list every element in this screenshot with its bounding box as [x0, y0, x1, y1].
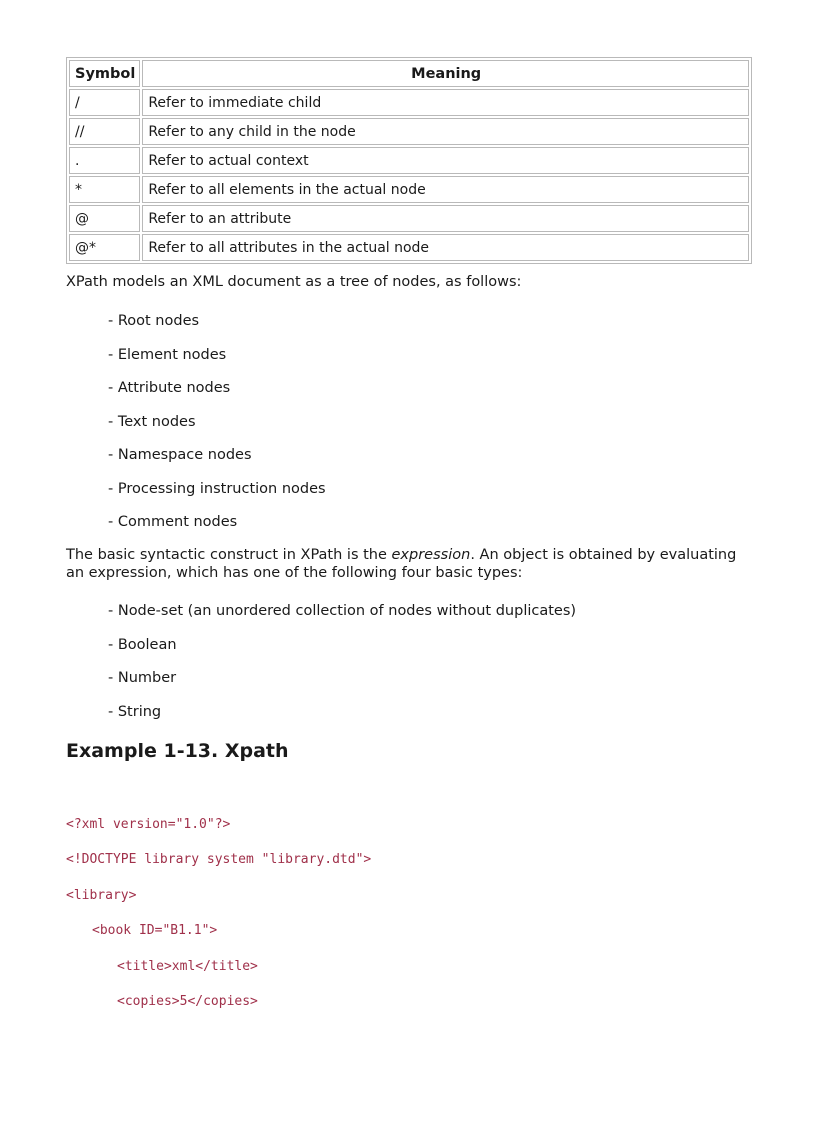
- intro-paragraph: XPath models an XML document as a tree of nodes, as follows:: [66, 274, 522, 290]
- code-line: <book ID="B1.1">: [92, 923, 218, 938]
- table-row: [69, 147, 749, 174]
- example-heading: Example 1-13. Xpath: [66, 739, 289, 762]
- node-types-list: [66, 312, 752, 532]
- code-line: <!DOCTYPE library system "library.dtd">: [66, 852, 372, 867]
- table-row: [69, 89, 749, 116]
- emphasis-expression: expression: [391, 547, 471, 563]
- list-item: - Namespace nodes: [108, 447, 252, 463]
- list-item: - Comment nodes: [108, 514, 238, 530]
- list-item: - Boolean: [108, 636, 177, 653]
- code-line: <?xml version="1.0"?>: [66, 816, 231, 832]
- list-item: - Node-set (an unordered collection of nodes without duplicates): [108, 603, 577, 619]
- code-listing: [66, 817, 752, 1030]
- table-row: [69, 205, 749, 232]
- table-row: [69, 118, 749, 145]
- table-row: [69, 176, 749, 203]
- symbol-cell: @: [69, 205, 140, 232]
- paragraph-text-start: The basic syntactic construct in XPath is the: [66, 547, 392, 563]
- list-item: - String: [108, 703, 162, 720]
- list-item: - Processing instruction nodes: [108, 480, 326, 497]
- symbol-cell: .: [69, 147, 140, 174]
- expression-paragraph: [66, 546, 752, 582]
- code-line: <library>: [66, 887, 137, 903]
- document-page: [66, 57, 752, 1030]
- list-item: - Attribute nodes: [108, 380, 231, 396]
- symbol-cell: /: [69, 89, 140, 116]
- paragraph-text-end: . An object is obtained by evaluating an expression, which has one of the following four basic types:: [66, 547, 737, 581]
- xpath-symbol-table: [66, 57, 752, 264]
- meaning-cell: Refer to immediate child: [142, 89, 749, 116]
- meaning-cell: Refer to all attributes in the actual node: [142, 234, 749, 261]
- code-line: <title>xml</title>: [117, 958, 258, 974]
- meaning-cell: Refer to an attribute: [142, 205, 749, 232]
- column-header-symbol: Symbol: [69, 60, 140, 87]
- basic-types-list: [66, 602, 752, 722]
- symbol-cell: *: [69, 176, 140, 203]
- table-row: [69, 234, 749, 261]
- column-header-meaning: Meaning: [142, 60, 749, 87]
- symbol-cell: //: [69, 118, 140, 145]
- meaning-cell: Refer to all elements in the actual node: [142, 176, 749, 203]
- code-line: <copies>5</copies>: [117, 994, 258, 1009]
- meaning-cell: Refer to any child in the node: [142, 118, 749, 145]
- table-header-row: [69, 60, 749, 87]
- list-item: - Text nodes: [108, 413, 196, 430]
- symbol-cell: @*: [69, 234, 140, 261]
- meaning-cell: Refer to actual context: [142, 147, 749, 174]
- list-item: - Root nodes: [108, 313, 200, 329]
- list-item: - Number: [108, 670, 177, 686]
- list-item: - Element nodes: [108, 346, 227, 363]
